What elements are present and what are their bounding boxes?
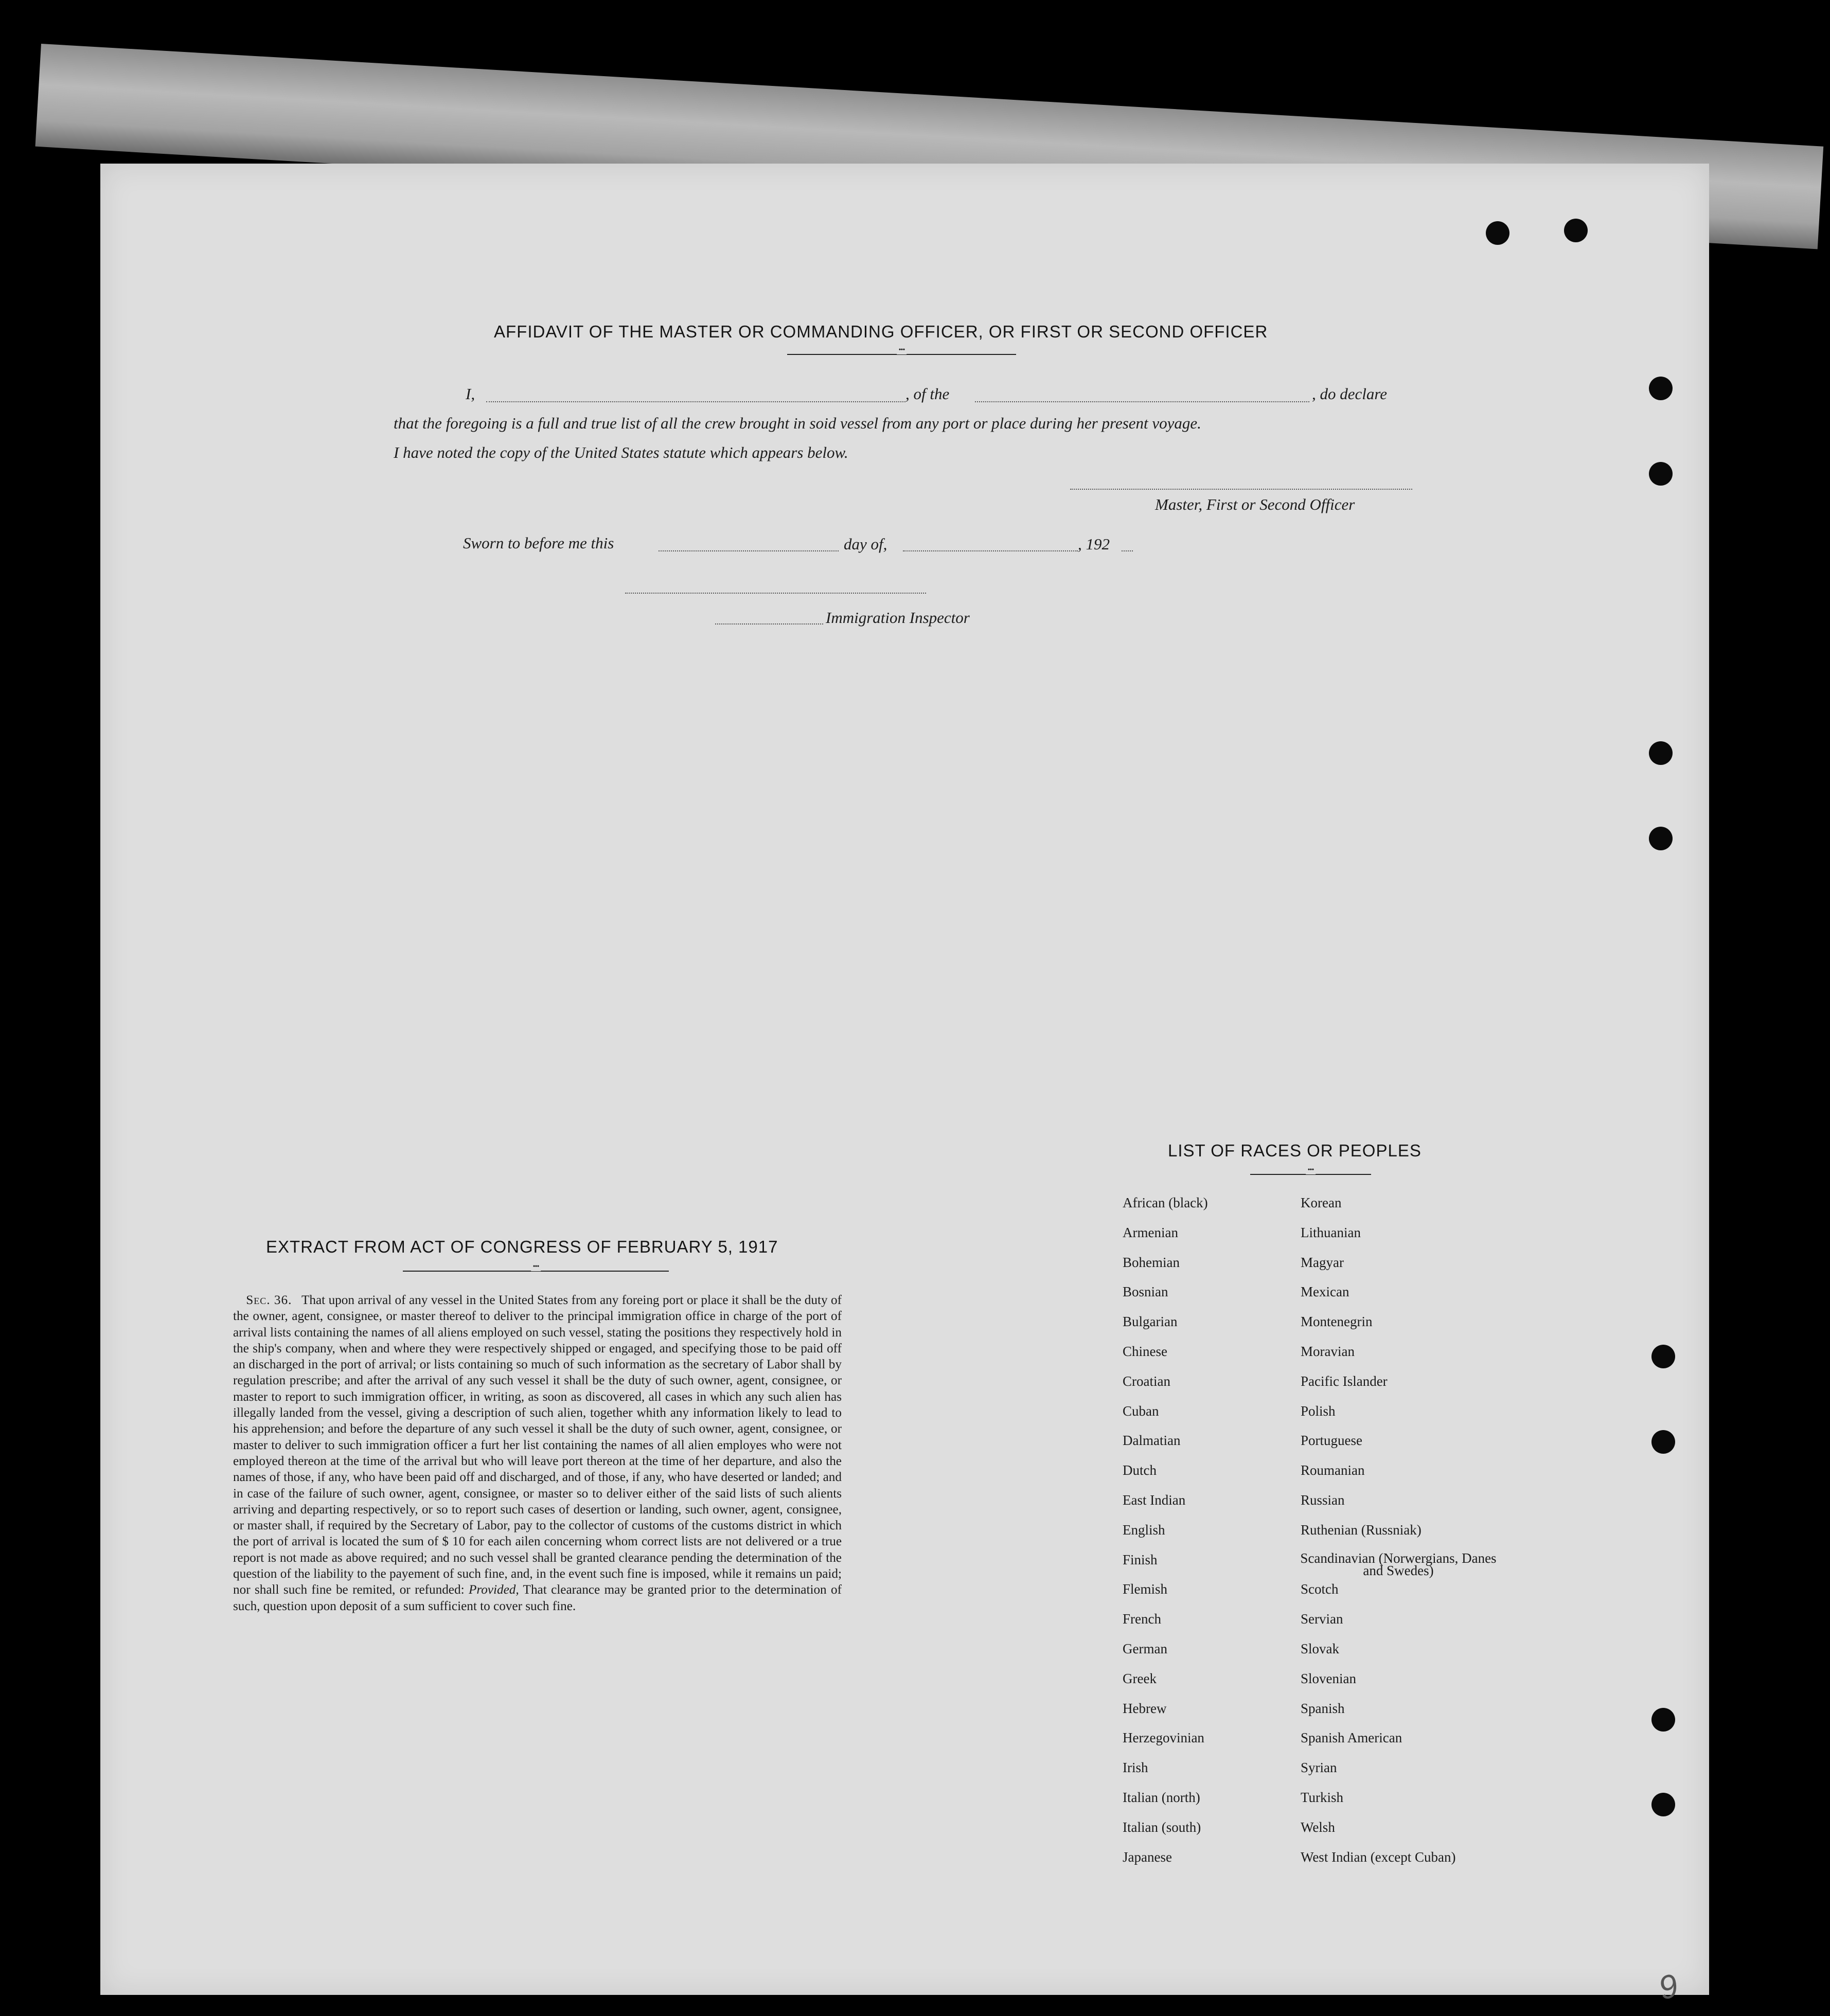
race-item: Armenian [1123,1224,1178,1240]
statute-provided: Provided, [468,1583,519,1597]
master-signature-blank[interactable] [1070,489,1412,490]
statute-text [233,1292,842,1614]
race-item: Scotch [1301,1581,1339,1597]
race-item: African (black) [1123,1195,1208,1210]
race-item: Scandinavian (Norwergians, Danes and Swedes) [1300,1550,1497,1578]
race-item: Cuban [1123,1403,1159,1419]
sworn-year: , 192 [1078,535,1110,553]
binder-hole [1649,377,1673,400]
affidavit-declare: , do declare [1312,385,1388,403]
race-item: Bulgarian [1123,1314,1178,1330]
race-item: Syrian [1301,1760,1337,1776]
race-item: Moravian [1301,1344,1355,1359]
race-item: East Indian [1123,1492,1186,1508]
affidavit-title: AFFIDAVIT OF THE MASTER OR COMMANDING OFFICER, OR FIRST OR SECOND OFFICER [494,322,1268,341]
binder-hole [1651,1430,1675,1454]
race-item: Spanish American [1301,1730,1402,1746]
binder-hole [1649,741,1673,765]
race-item: Ruthenian (Russniak) [1301,1522,1422,1538]
race-item: Korean [1301,1195,1342,1210]
race-item: Portuguese [1301,1433,1362,1449]
race-item: Turkish [1301,1790,1344,1805]
statute-body: That upon arrival of any vessel in the United States from any foreing port or place it shall be the duty of the owner, agent, consignee, or master thereof to deliver to the principal immigration office in charge of the port of arrival lists containing the names of all aliens employed on such vessel, stating the positions they respectively hold in the ship's company, when and where they were respectively shipped or engaged, and specifying those to be paid off an discharged in the port of arrival; or lists containing so much of such information as the secretary of Labor shall by regulation prescribe; and after the arrival of any such vessel it shall be the duty of such owner, agent, consignee, or master to report to such immigration officer, in writing, as soon as discovered, all cases in which any such alien has illegally landed from the vessel, giving a description of such alien, together whith any information likely to lead to his apprehension; and before the departure of any such vessel it shall be the duty of such owner, agent, consignee, or master to deliver to such immigration officer a furt her list containing the names of all alien employes who were not employed thereon at the time of the arrival but who will leave port thereon at the time of her departure, and also the names of those, if any, who have been paid off and discharged, and of those, if any, who have deserted or landed; and in case of the failure of such owner, agent, consignee, or master so to deliver either of the said lists of such alients arriving and departing respectively, or so to report such cases of desertion or landing, such owner, agent, consignee, or master shall, if required by the Secretary of Labor, pay to the collector of customs of the customs district in which the port of arrival is located the sum of $ 10 for each ailen concerning whom correct lists are not delivered or a true report is not made as above required; and no such vessel shall be granted clearance pending the determination of the question of the liability to the payement of such fine, and, in the event such fine is imposed, while it remains un paid; nor shall such fine be remited, or refunded: [233,1293,842,1597]
sworn-day-blank[interactable] [659,550,839,551]
vessel-blank[interactable] [975,401,1309,402]
race-item: Slovenian [1301,1670,1356,1686]
race-item: Welsh [1301,1819,1335,1835]
affidavit-of-the: , of the [905,385,950,403]
race-item: Hebrew [1123,1700,1167,1716]
manifest-page [100,164,1709,1995]
affidavit-i: I, [466,385,475,403]
binder-hole [1649,827,1673,850]
race-item: West Indian (except Cuban) [1301,1849,1456,1865]
inspector-signature-blank-2[interactable] [715,623,823,625]
statute-end: That clearance may be granted prior to the determination of such, question upon deposit of a sum sufficient to cover such fine. [233,1583,842,1613]
race-item: English [1123,1522,1165,1538]
race-item: Bohemian [1123,1254,1180,1270]
race-item: Magyar [1301,1254,1344,1270]
race-item: Lithuanian [1301,1224,1361,1240]
race-item: Servian [1301,1611,1343,1627]
name-blank[interactable] [486,401,905,402]
sworn-month-blank[interactable] [903,550,1078,551]
extract-ornament [403,1271,669,1274]
race-item: Montenegrin [1301,1314,1373,1330]
affidavit-line3: I have noted the copy of the United States statute which appears below. [394,443,848,461]
race-item: Russian [1301,1492,1345,1508]
binder-hole [1649,462,1673,486]
races-title: LIST OF RACES OR PEOPLES [1168,1141,1422,1160]
binder-hole [1564,219,1588,242]
race-item: Herzegovinian [1123,1730,1204,1746]
binder-hole [1486,221,1509,245]
race-item: Roumanian [1301,1462,1365,1478]
race-item: Spanish [1301,1700,1345,1716]
races-ornament [1250,1174,1371,1177]
race-item: Dutch [1123,1462,1157,1478]
race-item: Italian (north) [1123,1790,1200,1805]
race-item: French [1123,1611,1161,1627]
affidavit-line2: that the foregoing is a full and true list of all the crew brought in soid vessel from any port or place during her present voyage. [394,414,1201,432]
race-item: Slovak [1301,1641,1340,1656]
race-item: Croatian [1123,1373,1170,1389]
sworn-prefix: Sworn to before me this [463,534,614,552]
race-item: Chinese [1123,1344,1167,1359]
race-item: Flemish [1123,1581,1168,1597]
page-number: 9 [1655,1966,1682,2007]
race-item: Japanese [1123,1849,1172,1865]
sworn-day-of: day of, [844,535,887,553]
race-item: Pacific Islander [1301,1373,1388,1389]
race-item: Dalmatian [1123,1433,1181,1449]
race-item: Greek [1123,1670,1157,1686]
sworn-year-blank[interactable] [1122,550,1133,551]
race-item: Bosnian [1123,1284,1168,1300]
race-item: Italian (south) [1123,1819,1201,1835]
statute-section: Sec. 36. [246,1293,292,1307]
race-item: German [1123,1641,1167,1656]
inspector-label: Immigration Inspector [826,609,970,627]
race-item: Polish [1301,1403,1336,1419]
race-item: Mexican [1301,1284,1349,1300]
inspector-signature-blank[interactable] [625,593,926,594]
title-ornament [787,354,1016,357]
race-item: Irish [1123,1760,1148,1776]
binder-hole [1651,1793,1675,1816]
extract-title: EXTRACT FROM ACT OF CONGRESS OF FEBRUARY 5, 1917 [266,1237,778,1256]
race-item: Finish [1123,1551,1158,1567]
binder-hole [1651,1708,1675,1732]
binder-hole [1651,1345,1675,1368]
master-signature-label: Master, First or Second Officer [1155,495,1355,513]
